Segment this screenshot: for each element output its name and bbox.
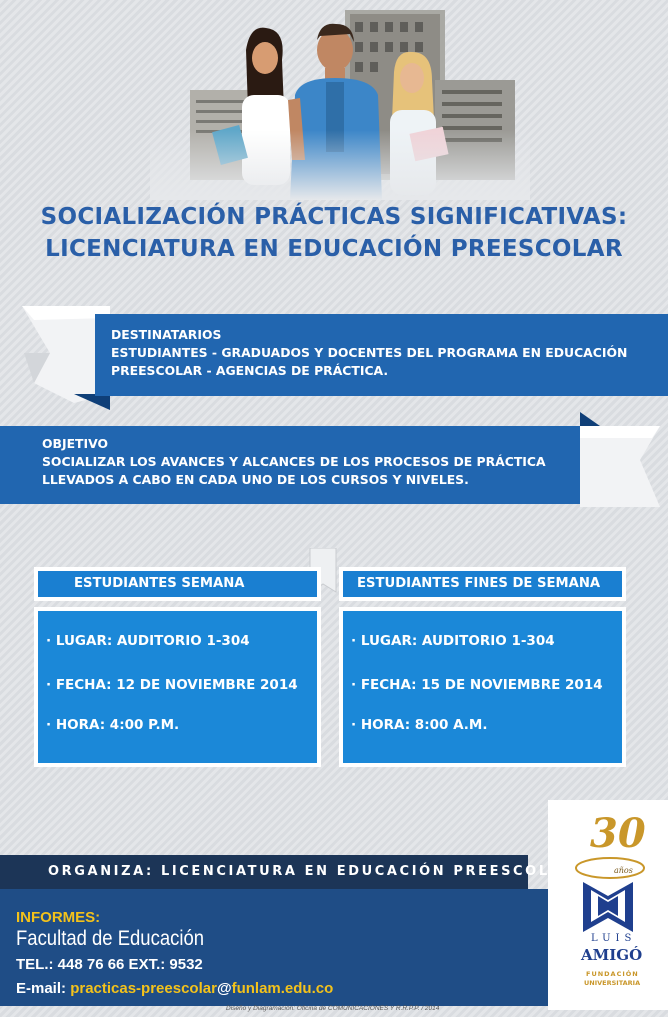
fines-heading: ESTUDIANTES FINES DE SEMANA: [357, 576, 601, 591]
students-photo: [150, 0, 530, 200]
organiza-band: ORGANIZA: LICENCIATURA EN EDUCACIÓN PREESCOLAR: [0, 855, 528, 889]
photo-fade: [150, 130, 530, 200]
logo-sub-1: FUNDACIÓN: [586, 970, 639, 978]
email-line: [16, 980, 333, 997]
informes-label: INFORMES:: [16, 909, 101, 926]
semana-fecha: · FECHA: 12 DE NOVIEMBRE 2014: [46, 677, 298, 693]
destinatarios-line-2: PREESCOLAR - AGENCIAS DE PRÁCTICA.: [111, 363, 389, 378]
fines-fecha: · FECHA: 15 DE NOVIEMBRE 2014: [351, 677, 603, 693]
objetivo-ribbon-fold: [560, 412, 668, 524]
semana-header: [34, 567, 321, 601]
logo-anos: años: [614, 866, 633, 875]
semana-details: [34, 607, 321, 767]
semana-hora: · HORA: 4:00 P.M.: [46, 717, 180, 733]
fines-lugar: · LUGAR: AUDITORIO 1-304: [351, 633, 555, 649]
semana-lugar: · LUGAR: AUDITORIO 1-304: [46, 633, 250, 649]
objetivo-ribbon: [0, 426, 580, 504]
email-label: E-mail:: [16, 980, 67, 997]
fines-header: [339, 567, 626, 601]
destinatarios-heading: DESTINATARIOS: [111, 327, 222, 342]
fines-hora: · HORA: 8:00 A.M.: [351, 717, 488, 733]
logo-name-bottom: AMIGÓ: [581, 946, 643, 964]
logo-sub-2: UNIVERSITARIA: [584, 979, 641, 987]
destinatarios-ribbon: [95, 314, 668, 396]
objetivo-heading: OBJETIVO: [42, 436, 109, 451]
title-line-2: LICENCIATURA EN EDUCACIÓN PREESCOLAR: [45, 236, 623, 262]
semana-heading: ESTUDIANTES SEMANA: [74, 576, 245, 591]
logo-30: 30: [590, 810, 646, 857]
email-user[interactable]: practicas-preescolar: [70, 980, 217, 997]
title-line-1: SOCIALIZACIÓN PRÁCTICAS SIGNIFICATIVAS:: [40, 204, 628, 230]
facultad-text: Facultad de Educación: [16, 927, 205, 950]
logo-name-top: LUIS: [591, 933, 637, 944]
luis-amigo-logo: [548, 800, 668, 1010]
destinatarios-line-1: ESTUDIANTES - GRADUADOS Y DOCENTES DEL PROGRAMA EN EDUCACIÓN: [111, 345, 628, 360]
objetivo-line-1: SOCIALIZAR LOS AVANCES Y ALCANCES DE LOS PROCESOS DE PRÁCTICA: [42, 454, 546, 469]
design-credit: Diseño y Diagramación: Oficina de COMUNICACIONES Y R.R.P.P. / 2014: [226, 1005, 440, 1012]
email-domain[interactable]: funlam.edu.co: [231, 980, 334, 997]
tel-text: TEL.: 448 76 66 EXT.: 9532: [16, 956, 203, 973]
fines-details: [339, 607, 626, 767]
email-at: @: [216, 980, 232, 997]
objetivo-line-2: LLEVADOS A CABO EN CADA UNO DE LOS CURSOS Y NIVELES.: [42, 472, 469, 487]
footer-panel: [0, 889, 548, 1006]
